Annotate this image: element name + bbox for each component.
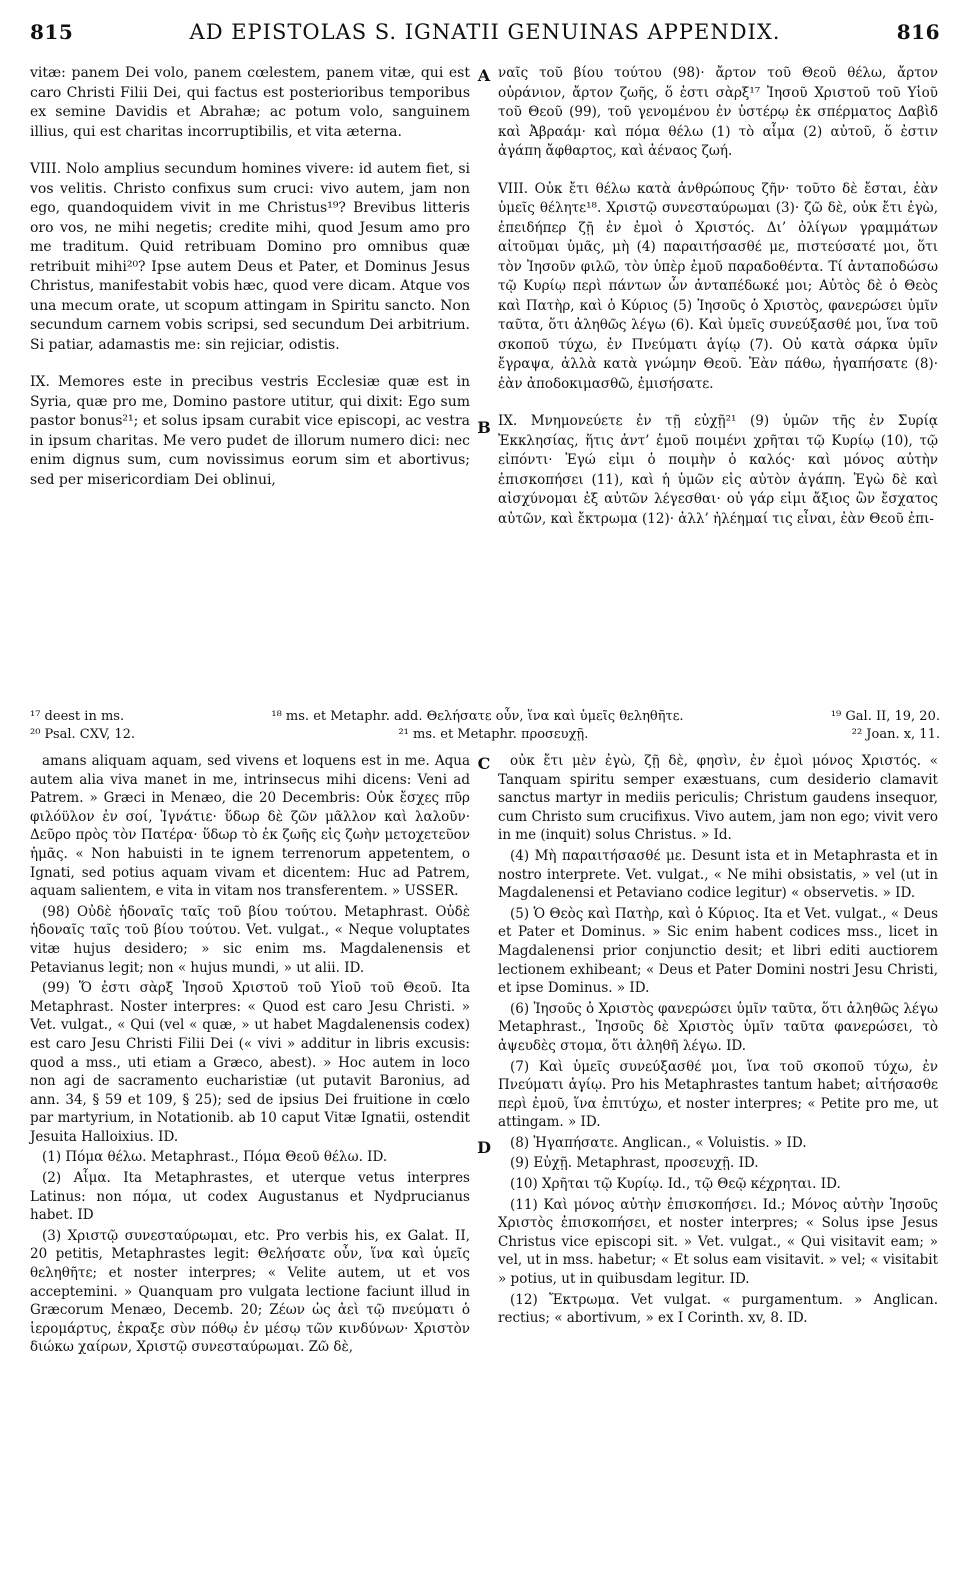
note-paragraph: (10) Χρῆται τῷ Κυρίῳ. Id., τῷ Θεῷ κέχρηται. ID. [510,1176,841,1193]
note-paragraph: (2) Αἷμα. Ita Metaphrastes, et uterque vetus interpres Latinus: non πόμα, ut codex Augustanus et Nydprucianus habet. ID [30,1170,470,1224]
running-header [30,20,940,54]
footnote-20: ²⁰ Psal. CXV, 12. [30,727,136,742]
margin-letter-b: B [477,418,491,437]
footnote-19: ¹⁹ Gal. II, 19, 20. [830,709,940,724]
footnote-row [30,708,940,726]
latin-column [30,64,470,494]
note-paragraph: (4) Μὴ παραιτήσασθέ με. Desunt ista et in Metaphrasta et in nostro interprete. Vet. vulgat., « Ne mihi obsistatis, » vel (ut in Magdalenensi et Petaviano codice legitur) « observetis. » ID. [498,847,938,902]
footnote-22: ²² Joan. x, 11. [851,727,940,742]
latin-paragraph-3: IX. Memores este in precibus vestris Ecclesiæ quæ est in Syria, quæ pro me, Domino pastore utitur, qui dixit: Ego sum pastor bonus²¹; et solus ipsam curabit vice episcopi, ac vestra in ipsum charitas. Me vero pudet de illorum numero dici: nec enim dignus sum, cum novissimus eorum sim et abortivus; sed per misericordiam Dei oblinui, [30,374,470,488]
note-paragraph: amans aliquam aquam, sed vivens et loquens est in me. Aqua autem alia viva manet in me, intrinsecus mihi dicens: Veni ad Patrem. » Græci in Menæo, die 20 Decembris: Οὐκ ἔσχες πῦρ φιλόϋλον ἐν σοί, Ἰγνάτιε· ὕδωρ δὲ ζῶν μᾶλλον καὶ λαλοῦν· Δεῦρο πρὸς τὸν Πατέρα· ὕδωρ τὸ ἐκ ζωῆς εἰς ζωὴν μετοχετεῦον ἡμᾶς. « Non habuisti in te ignem terrenorum appetentem, o Ignati, sed potius aquam vivam et dicentem: Huc ad Patrem, aquam salientem, e vita in vitam nos transferentem. » USSER. [30,753,470,900]
note-paragraph: (7) Καὶ ὑμεῖς συνεύξασθέ μοι, ἵνα τοῦ σκοποῦ τύχω, ἐν Πνεύματι ἁγίῳ. Pro his Metaphrastes tantum habet; αἰτήσασθε περὶ ἐμοῦ, ἵνα ἐπιτύχω, et noster interpres; « Petite pro me, ut attingam. » ID. [498,1058,938,1131]
latin-paragraph-1: vitæ: panem Dei volo, panem cœlestem, panem vitæ, qui est caro Christi Filii Dei, qui factus est posterioribus temporibus ex semine Davidis et Abrahæ; ac potum volo, sanguinem illius, qui est charitas incorruptibilis, et vita æterna. [30,65,470,140]
margin-letter-c: C [477,754,491,773]
note-paragraph: (99) Ὅ ἐστι σὰρξ Ἰησοῦ Χριστοῦ τοῦ Υἱοῦ τοῦ Θεοῦ. Ita Metaphrast. Noster interpres: « Quod est caro Jesu Christi. » Vet. vulgat., « Qui (vel « quæ, » ut habet Magdalenensis codex) est caro Jesu Christi Filii Dei (« vivi » additur in libris excusis: quod a mss., uti etiam a Græco, abest). » Hoc autem in loco non agi de sacramento eucharistiæ (ut putavit Baronius, ad ann. 34, § 59 et 109, § 25); sed de ipsius Dei fruitione in cœlo par martyrium, in Notationib. ab 10 caput Vitæ Ignatii, ostendit Jesuita Halloixius. ID. [30,980,470,1145]
note-paragraph: (98) Οὐδὲ ἡδοναῖς ταῖς τοῦ βίου τούτου. Metaphrast. Οὐδὲ ἡδοναῖς ταῖς τοῦ βίου τούτου. Vet. vulgat., « Neque voluptates vitæ hujus desidero; » sic enim ms. Magdalenensis et Petavianus legit; non « hujus mundi, » ut alii. ID. [30,903,470,976]
notes-left-column [30,752,470,1359]
greek-column [498,64,938,533]
margin-letter-a: A [477,66,491,85]
document-page [30,20,940,1570]
note-paragraph: (6) Ἰησοῦς ὁ Χριστὸς φανερώσει ὑμῖν ταῦτα, ὅτι ἀληθῶς λέγω Metaphrast., Ἰησοῦς δὲ Χριστὸς ὑμῖν ταῦτα φανερώσει, τὸ ἀψευδὲς στομα, ὅτι ἀληθῆ λέγω. ID. [498,1000,938,1054]
note-paragraph: (1) Πόμα θέλω. Metaphrast., Πόμα Θεοῦ θέλω. ID. [42,1149,388,1166]
greek-paragraph-1: ναῖς τοῦ βίου τούτου (98)· ἄρτον τοῦ Θεοῦ θέλω, ἄρτον οὐράνιον, ἄρτον ζωῆς, ὅ ἐστι σὰρξ¹⁷ Ἰησοῦ Χριστοῦ τοῦ Υἱοῦ τοῦ Θεοῦ (99), τοῦ γενομένου ἐν ὑστέρῳ ἐκ σπέρματος Δαβὶδ καὶ Ἀβραάμ· καὶ πόμα θέλω (1) τὸ αἷμα (2) αὐτοῦ, ὅ ἐστιν ἀγάπη ἄφθαρτος, καὶ ἀέναος ζωή. [498,65,938,159]
footnote-18: ¹⁸ ms. et Metaphr. add. Θελήσατε οὖν, ἵνα καὶ ὑμεῖς θεληθῆτε. [271,709,684,724]
note-paragraph: (8) Ἠγαπήσατε. Anglican., « Voluistis. » ID. [510,1134,807,1151]
footnotes [30,708,940,744]
note-paragraph: οὐκ ἔτι μὲν ἐγὼ, ζῇ δὲ, φησὶν, ἐν ἐμοὶ μόνος Χριστός. « Tanquam spiritu semper exæstuans, cum desiderio clamavit sanctus martyr in mediis periculis; Christum gaudens insequor, cum Christo sum crucifixus. Vivo autem, jam non ego; vivit vero in me (inquit) solus Christus. » Id. [498,753,938,844]
footnote-17: ¹⁷ deest in ms. [30,709,125,724]
footnote-21: ²¹ ms. et Metaphr. προσευχῇ. [398,727,589,742]
note-paragraph: (11) Καὶ μόνος αὐτὴν ἐπισκοπήσει. Id.; Μόνος αὐτὴν Ἰησοῦς Χριστὸς ἐπισκοπήσει, et noster interpres; « Solus ipse Jesus Christus vice episcopi sit. » Vet. vulgat., « Qui visitavit eam; » vel, ut in mss. habetur; « Et solus eam visitavit. » vel; « visitabit » potius, ut in quibusdam legitur. ID. [498,1196,938,1288]
note-paragraph: (9) Εὐχῇ. Metaphrast, προσευχῇ. ID. [510,1155,759,1172]
greek-paragraph-2: VIII. Οὐκ ἔτι θέλω κατὰ ἀνθρώπους ζῆν· τοῦτο δὲ ἔσται, ἐὰν ὑμεῖς θέλητε¹⁸. Χριστῷ συνεσταύρωμαι (3)· ζῶ δὲ, οὐκ ἔτι ἐγὼ, ἐπειδήπερ ζῇ ἐν ἐμοὶ ὁ Χριστός. Δι’ ὀλίγων γραμμάτων αἰτοῦμαι ὑμᾶς, μὴ (4) παραιτήσασθέ με, πιστεύσατέ μοι, ὅτι τὸν Ἰησοῦν φιλῶ, τὸν ὑπὲρ ἐμοῦ παραδοθέντα. Τί ἀνταποδώσω τῷ Κυρίῳ περὶ πάντων ὧν ἀνταπέδωκέ μοι; Αὐτὸς δὲ ὁ Θεὸς καὶ Πατὴρ, καὶ ὁ Κύριος (5) Ἰησοῦς ὁ Χριστὸς, φανερώσει ὑμῖν ταῦτα, ὅτι ἀληθῶς λέγω (6). Καὶ ὑμεῖς συνεύξασθέ μοι, ἵνα τοῦ σκοποῦ τύχω, ἐν Πνεύματι ἁγίῳ (7). Οὐ κατὰ σάρκα ὑμῖν ἔγραψα, ἀλλὰ κατὰ γνώμην Θεοῦ. Ἐὰν πάθω, ἠγαπήσατε (8)· ἐὰν ἀποδοκιμασθῶ, ἐμισήσατε. [498,180,938,392]
page-number-right: 816 [896,20,940,44]
note-paragraph: (5) Ὁ Θεὸς καὶ Πατὴρ, καὶ ὁ Κύριος. Ita et Vet. vulgat., « Deus et Pater et Dominus. » Sic enim habent codices mss., licet in Magdalenensi prior conjunctio desit; et libri editi auctiorem lectionem exhibeant; « Deus et Pater Domini nostri Jesu Christi, et ipse Dominus. » ID. [498,905,938,997]
page-number-left: 815 [30,20,74,44]
notes-right-column [498,752,938,1330]
footnote-row [30,726,940,744]
latin-paragraph-2: VIII. Nolo amplius secundum homines vivere: id autem fiet, si vos velitis. Christo confixus sum cruci: vivo autem, jam non ego, quandoquidem vivit in me Christus¹⁹? Brevibus litteris oro vos, ne mihi negetis; credite mihi, quod Jesum amo pro me traditum. Quid retribuam Domino pro omnibus quæ retribuit mihi²⁰? Ipse autem Deus et Pater, et Dominus Jesus Christus, manifestabit vobis hæc, quod vere dicam. Atque vos una mecum orate, ut scopum attingam in Spiritu sancto. Non secundum carnem vobis scripsi, sed secundum Dei arbitrium. Si patiar, adamastis me: sin rejiciar, odistis. [30,161,470,353]
note-paragraph: (12) Ἔκτρωμα. Vet vulgat. « purgamentum. » Anglican. rectius; « abortivum, » ex I Corinth. xv, 8. ID. [498,1291,938,1327]
running-title: AD EPISTOLAS S. IGNATII GENUINAS APPENDIX. [189,20,781,44]
greek-paragraph-3: IX. Μνημονεύετε ἐν τῇ εὐχῇ²¹ (9) ὑμῶν τῆς ἐν Συρίᾳ Ἐκκλησίας, ἥτις ἀντ’ ἐμοῦ ποιμένι χρῆται τῷ Κυρίῳ (10), τῷ εἰπόντι· Ἐγώ εἰμι ὁ ποιμὴν ὁ καλός· καὶ μόνος αὐτὴν ἐπισκοπήσει (11), καὶ ἡ ὑμῶν εἰς αὐτὸν ἀγάπη. Ἐγὼ δὲ καὶ αἰσχύνομαι ἐξ αὐτῶν λέγεσθαι· οὐ γάρ εἰμι ἄξιος ὢν ἔσχατος αὐτῶν, καὶ ἔκτρωμα (12)· ἀλλ’ ἠλέημαί τις εἶναι, ἐὰν Θεοῦ ἐπι- [498,413,938,527]
margin-letter-d: D [477,1138,491,1157]
note-paragraph: (3) Χριστῷ συνεσταύρωμαι, etc. Pro verbis his, ex Galat. II, 20 petitis, Metaphrastes legit: Θελήσατε οὖν, ἵνα καὶ ὑμεῖς θεληθῆτε; et noster interpres; « Velite autem, ut et vos acceptemini. » Quanquam pro vulgata lectione faciunt illud in Græcorum Menæo, Decemb. 20; Ζέων ὡς ἀεὶ τῷ πνεύματι ὁ ἱερομάρτυς, ἐκραξε σὺν πόθῳ ἐν μέσῳ τῶν κινδύνων· Χριστὸν διώκω χαίρων, Χριστῷ συνεσταύρωμαι. Ζῶ δὲ, [30,1227,470,1356]
